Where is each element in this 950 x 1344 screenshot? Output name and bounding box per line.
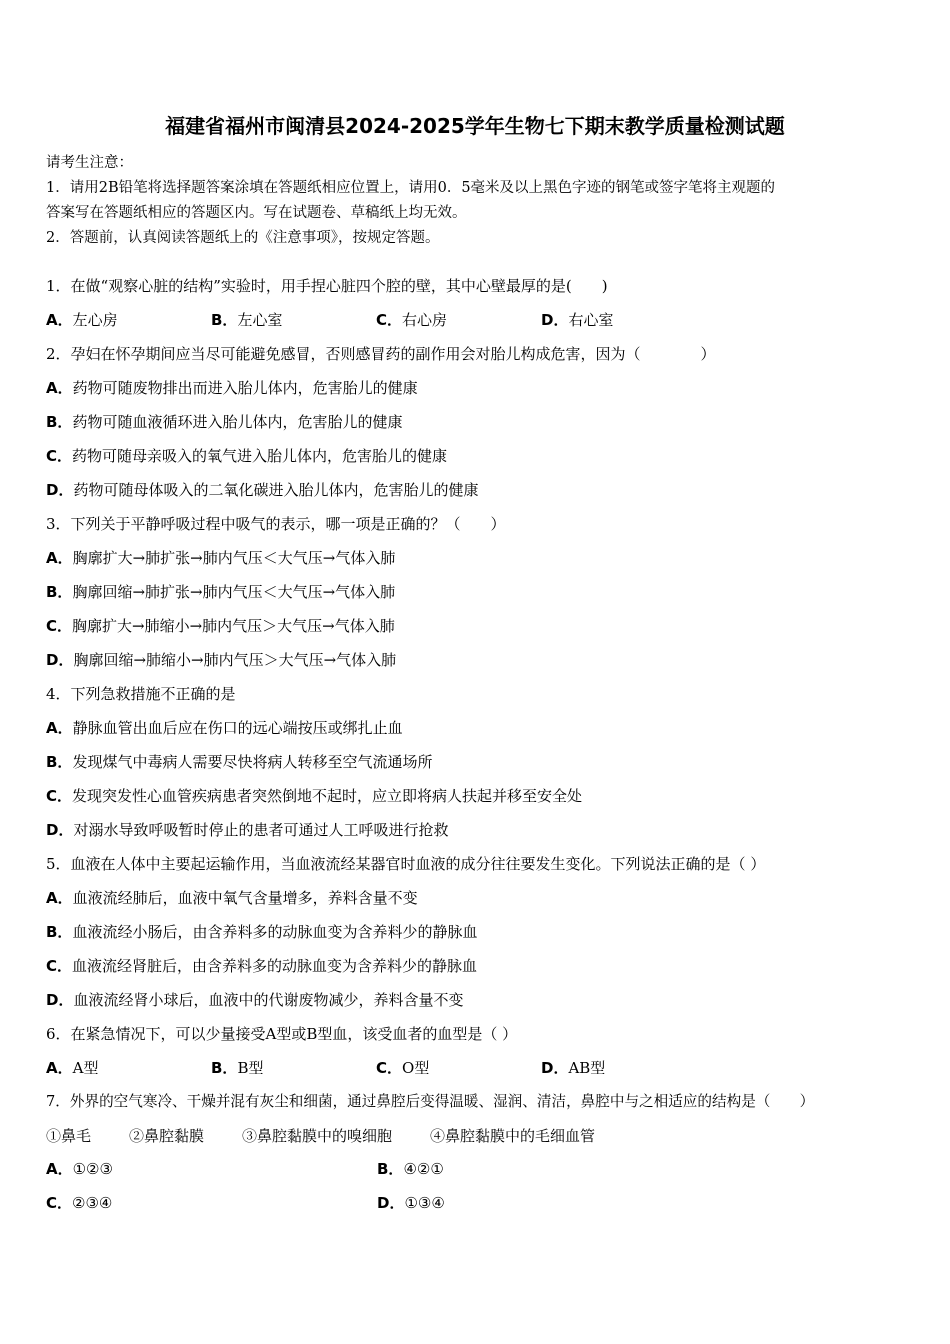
notice-item-2: 2．答题前，认真阅读答题纸上的《注意事项》，按规定答题。 bbox=[46, 230, 440, 246]
question-4-option-a[interactable]: A．静脉血管出血后应在伤口的远心端按压或绑扎止血 bbox=[46, 719, 403, 737]
question-7-options-row-2 bbox=[46, 1192, 708, 1214]
question-6-option-c[interactable]: C．O型 bbox=[376, 1059, 430, 1077]
question-2-option-a[interactable]: A．药物可随废物排出而进入胎儿体内，危害胎儿的健康 bbox=[46, 379, 418, 397]
question-6-option-a[interactable]: A．A型 bbox=[46, 1059, 99, 1077]
question-1-stem: 1．在做“观察心脏的结构”实验时，用手捏心脏四个腔的壁，其中心壁最厚的是( ) bbox=[46, 277, 608, 295]
notice-block bbox=[46, 151, 906, 251]
question-4-stem: 4．下列急救措施不正确的是 bbox=[46, 685, 236, 703]
notice-heading: 请考生注意： bbox=[46, 155, 133, 171]
question-3-option-b[interactable]: B．胸廓回缩→肺扩张→肺内气压＜大气压→气体入肺 bbox=[46, 583, 396, 601]
question-3-option-a[interactable]: A．胸廓扩大→肺扩张→肺内气压＜大气压→气体入肺 bbox=[46, 549, 396, 567]
question-2-option-b[interactable]: B．药物可随血液循环进入胎儿体内，危害胎儿的健康 bbox=[46, 413, 403, 431]
question-7-item-1: ①鼻毛 bbox=[46, 1127, 92, 1145]
question-6-options bbox=[46, 1057, 706, 1079]
question-6-option-d[interactable]: D．AB型 bbox=[541, 1059, 606, 1077]
question-7-item-4: ④鼻腔黏膜中的毛细血管 bbox=[430, 1127, 596, 1145]
question-3-stem: 3．下列关于平静呼吸过程中吸气的表示，哪一项是正确的？（ ） bbox=[46, 515, 506, 533]
question-1-option-d[interactable]: D．右心室 bbox=[541, 311, 614, 329]
question-5-stem: 5．血液在人体中主要起运输作用，当血液流经某器官时血液的成分往往要发生变化。下列说法正确的是（ ） bbox=[46, 855, 766, 873]
question-2-option-c[interactable]: C．药物可随母亲吸入的氧气进入胎儿体内，危害胎儿的健康 bbox=[46, 447, 448, 465]
question-4-option-c[interactable]: C．发现突发性心血管疾病患者突然倒地不起时，应立即将病人扶起并移至安全处 bbox=[46, 787, 583, 805]
question-3-option-d[interactable]: D．胸廓回缩→肺缩小→肺内气压＞大气压→气体入肺 bbox=[46, 651, 397, 669]
question-5-option-c[interactable]: C．血液流经肾脏后，由含养料多的动脉血变为含养料少的静脉血 bbox=[46, 957, 478, 975]
question-3-option-c[interactable]: C．胸廓扩大→肺缩小→肺内气压＞大气压→气体入肺 bbox=[46, 617, 395, 635]
question-1-option-a[interactable]: A．左心房 bbox=[46, 311, 118, 329]
question-5-option-d[interactable]: D．血液流经肾小球后，血液中的代谢废物减少，养料含量不变 bbox=[46, 991, 464, 1009]
question-1-options bbox=[46, 309, 706, 331]
question-7-option-b[interactable]: B．④②① bbox=[377, 1160, 444, 1178]
question-7-option-d[interactable]: D．①③④ bbox=[377, 1194, 445, 1212]
question-7-option-a[interactable]: A．①②③ bbox=[46, 1160, 113, 1178]
question-7-item-3: ③鼻腔黏膜中的嗅细胞 bbox=[242, 1127, 393, 1145]
question-2-stem: 2．孕妇在怀孕期间应当尽可能避免感冒，否则感冒药的副作用会对胎儿构成危害，因为（ ） bbox=[46, 345, 716, 363]
question-4-option-d[interactable]: D．对溺水导致呼吸暂时停止的患者可通过人工呼吸进行抢救 bbox=[46, 821, 449, 839]
notice-item-1a: 1．请用2B铅笔将选择题答案涂填在答题纸相应位置上，请用0．5毫米及以上黑色字迹的钢笔或签字笔将主观题的 bbox=[46, 180, 776, 196]
question-7-options-row-1 bbox=[46, 1158, 708, 1180]
question-1-option-b[interactable]: B．左心室 bbox=[211, 311, 283, 329]
page-title: 福建省福州市闽清县2024-2025学年生物七下期末教学质量检测试题 bbox=[165, 114, 785, 138]
question-7-option-c[interactable]: C．②③④ bbox=[46, 1194, 113, 1212]
question-1-option-c[interactable]: C．右心房 bbox=[376, 311, 448, 329]
question-7-items bbox=[46, 1125, 633, 1147]
question-7-item-2: ②鼻腔黏膜 bbox=[129, 1127, 205, 1145]
question-4-option-b[interactable]: B．发现煤气中毒病人需要尽快将病人转移至空气流通场所 bbox=[46, 753, 433, 771]
question-6-stem: 6．在紧急情况下，可以少量接受A型或B型血，该受血者的血型是（ ） bbox=[46, 1025, 518, 1043]
question-2-option-d[interactable]: D．药物可随母体吸入的二氧化碳进入胎儿体内，危害胎儿的健康 bbox=[46, 481, 479, 499]
question-5-option-a[interactable]: A．血液流经肺后，血液中氧气含量增多，养料含量不变 bbox=[46, 889, 418, 907]
question-5-option-b[interactable]: B．血液流经小肠后，由含养料多的动脉血变为含养料少的静脉血 bbox=[46, 923, 478, 941]
question-6-option-b[interactable]: B．B型 bbox=[211, 1059, 264, 1077]
question-7-stem: 7．外界的空气寒冷、干燥并混有灰尘和细菌，通过鼻腔后变得温暖、湿润、清洁，鼻腔中与之相适应的结构是（ ） bbox=[46, 1093, 815, 1110]
notice-item-1b: 答案写在答题纸相应的答题区内。写在试题卷、草稿纸上均无效。 bbox=[46, 205, 467, 221]
